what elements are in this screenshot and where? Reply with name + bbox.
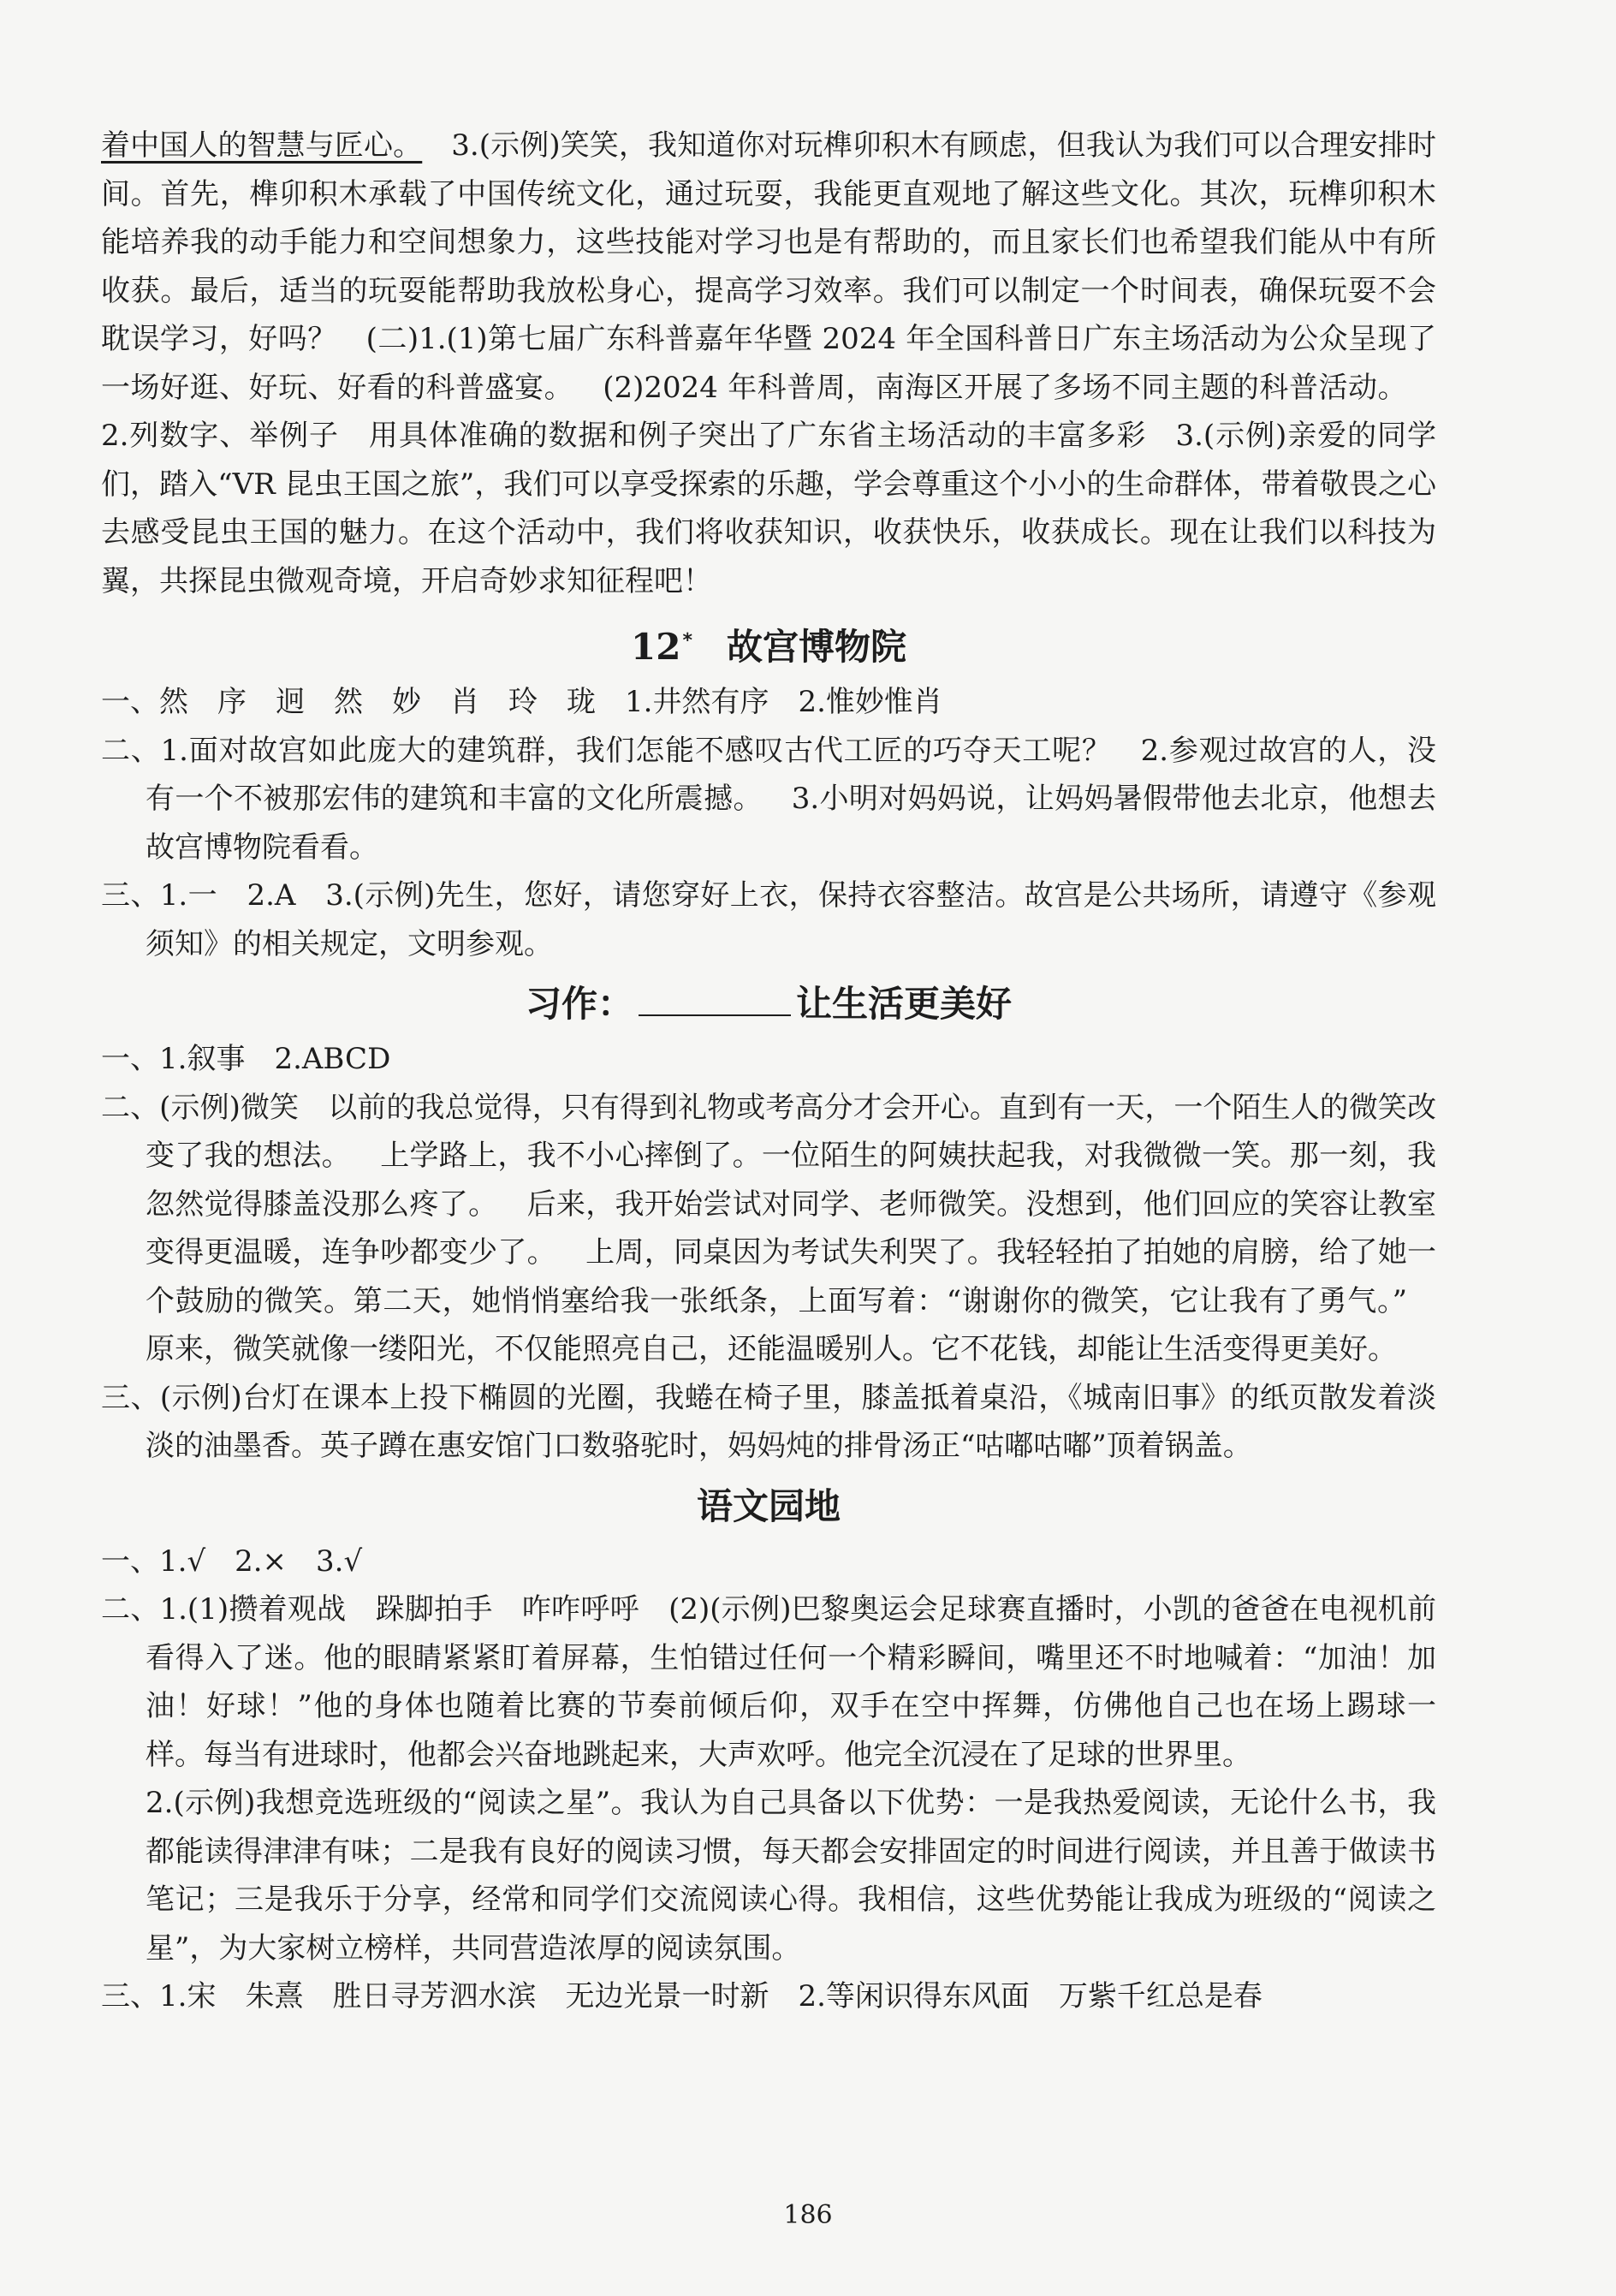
answer-text: 2.列数字、举例子 用具体准确的数据和例子突出了广东省主场活动的丰富多彩 <box>101 419 1147 453</box>
answer-item-2-2: 2.(示例)我想竞选班级的“阅读之星”。我认为自己具备以下优势：一是我热爱阅读，无论什么书，我都能读得津津有味；二是我有良好的阅读习惯，每天都会安排固定的时间进行阅读，并且善于做读书笔记；三是我乐于分享，经常和同学们交流阅读心得。我相信，这些优势能让我成为班级的“阅读之星”，为大家树立榜样，共同营造浓厚的阅读氛围。 <box>146 1786 1436 1966</box>
underlined-phrase: 着中国人的智慧与匠心。 <box>101 128 423 163</box>
answer-item-1: 一、1.叙事 2.ABCD <box>101 1042 391 1076</box>
answer-item-2-1: 二、1.(1)攒着观战 跺脚拍手 咋咋呼呼 (2)(示例)巴黎奥运会足球赛直播时，小凯的爸爸在电视机前看得入了迷。他的眼睛紧紧盯着屏幕，生怕错过任何一个精彩瞬间，嘴里还不时地喊着：“加油！加油！好球！”他的身体也随着比赛的节奏前倾后仰，双手在空中挥舞，仿佛他自己也在场上踢球一样。每当有进球时，他都会兴奋地跳起来，大声欢呼。他完全沉浸在了足球的世界里。 <box>101 1592 1436 1772</box>
answer-item-1: 一、1.√ 2.× 3.√ <box>101 1544 363 1579</box>
top-answer-block <box>101 122 1436 605</box>
answer-item-3: 三、1.宋 朱熹 胜日寻芳泗水滨 无边光景一时新 2.等闲识得东风面 万紫千红总是春 <box>101 1979 1262 2013</box>
answer-text: 3.(示例)亲爱的同学们，踏入“VR 昆虫王国之旅”，我们可以享受探索的乐趣，学会尊重这个小小的生命群体，带着敬畏之心去感受昆虫王国的魅力。在这个活动中，我们将收获知识，收获快乐，收获成长。现在让我们以科技为翼，共探昆虫微观奇境，开启奇妙求知征程吧！ <box>101 419 1437 598</box>
answer-item-2: 二、1.面对故宫如此庞大的建筑群，我们怎能不感叹古代工匠的巧夺天工呢？ 2.参观过故宫的人，没有一个不被那宏伟的建筑和丰富的文化所震撼。 3.小明对妈妈说，让妈妈暑假带他去北京，他想去故宫博物院看看。 <box>101 733 1436 865</box>
answer-text: (二)1.(1)第七届广东科普嘉年华暨 2024 年全国科普日广东主场活动为公众呈现了一场好逛、好玩、好看的科普盛宴。 <box>101 322 1436 405</box>
answer-item-3: 三、(示例)台灯在课本上投下椭圆的光圈，我蜷在椅子里，膝盖抵着桌沿，《城南旧事》的纸页散发着淡淡的油墨香。英子蹲在惠安馆门口数骆驼时，妈妈炖的排骨汤正“咕嘟咕嘟”顶着锅盖。 <box>101 1380 1436 1463</box>
answer-item-3: 三、1.一 2.A 3.(示例)先生，您好，请您穿好上衣，保持衣容整洁。故宫是公共场所，请遵守《参观须知》的相关规定，文明参观。 <box>101 878 1436 961</box>
section-title-chinese-garden: 语文园地 <box>696 1484 841 1527</box>
answer-item-2: 二、(示例)微笑 以前的我总觉得，只有得到礼物或考高分才会开心。直到有一天，一个陌生人的微笑改变了我的想法。 上学路上，我不小心摔倒了。一位陌生的阿姨扶起我，对我微微一笑。那一刻，我忽然觉得膝盖没那么疼了。 后来，我开始尝试对同学、老师微笑。没想到，他们回应的笑容让教室变得更温暖，连争吵都变少了。 上周，同桌因为考试失利哭了。我轻轻拍了拍她的肩膀，给了她一个鼓励的微笑。第二天，她悄悄塞给我一张纸条，上面写着：“谢谢你的微笑，它让我有了勇气。”原来，微笑就像一缕阳光，不仅能照亮自己，还能温暖别人。它不花钱，却能让生活变得更美好。 <box>101 1090 1437 1366</box>
answer-text: 3.(示例)笑笑，我知道你对玩榫卯积木有顾虑，但我认为我们可以合理安排时间。首先，榫卯积木承载了中国传统文化，通过玩耍，我能更直观地了解这些文化。其次，玩榫卯积木能培养我的动手能力和空间想象力，这些技能对学习也是有帮助的，而且家长们也希望我们能从中有所收获。最后，适当的玩耍能帮助我放松身心，提高学习效率。我们可以制定一个时间表，确保玩耍不会耽误学习，好吗？ <box>101 128 1437 356</box>
answer-text: (2)2024 年科普周，南海区开展了多场不同主题的科普活动。 <box>603 370 1407 405</box>
page-content <box>101 122 1436 2021</box>
section-title-palace-museum: 12* 故宫博物院 <box>631 626 906 668</box>
answer-item-1: 一、然 序 迥 然 妙 肖 玲 珑 1.井然有序 2.惟妙惟肖 <box>101 685 942 719</box>
page-number: 186 <box>783 2200 833 2230</box>
section-title-writing: 习作： 让生活更美好 <box>525 983 1013 1025</box>
fill-blank-line <box>639 1008 791 1016</box>
